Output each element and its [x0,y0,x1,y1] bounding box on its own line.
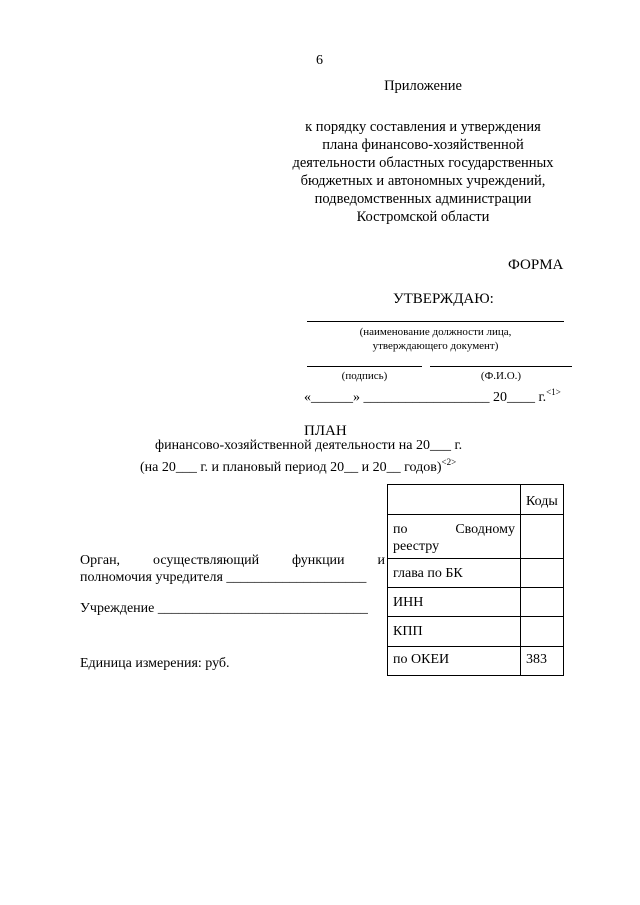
appendix-line: Костромской области [356,209,490,225]
code-value [521,515,564,559]
organ-line-1 [80,552,385,569]
signature-line [307,366,422,367]
plan-period [140,454,456,476]
code-label: ИНН [388,588,521,617]
approval-title: УТВЕРЖДАЮ: [393,291,494,307]
unit-field: Единица измерения: руб. [80,656,230,671]
organ-word: осуществляющий [152,553,260,568]
table-row [388,485,564,515]
code-label: по ОКЕИ [388,647,521,676]
appendix-line: подведомственных администрации [314,191,532,207]
codes-header: Коды [521,485,564,515]
footnote-marker: <1> [546,387,561,397]
code-value [521,617,564,647]
appendix-line: к порядку составления и утверждения [305,119,541,135]
plan-subtitle: финансово-хозяйственной деятельности на 20___ г. [155,438,463,453]
position-caption: утверждающего документ) [372,340,499,352]
appendix-title: Приложение [384,78,462,94]
table-row [388,617,564,647]
page-number: 6 [316,53,323,68]
table-row [388,515,564,559]
code-label: КПП [388,617,521,647]
appendix-line: деятельности областных государственных [292,155,554,171]
table-cell [388,485,521,515]
name-line [430,366,572,367]
approval-date-text: «______» __________________ 20____ г. [304,390,547,405]
approval-date [304,384,561,406]
position-line [307,321,564,322]
code-label-part: Сводному [455,522,515,537]
code-label: глава по БК [388,559,521,588]
table-row [388,588,564,617]
form-label: ФОРМА [508,257,564,273]
plan-title: ПЛАН [304,423,347,439]
plan-period-text: (на 20___ г. и плановый период 20__ и 20__ годов) [140,460,442,475]
table-row [388,559,564,588]
code-value: 383 [521,647,564,676]
code-label [388,515,521,559]
name-caption: (Ф.И.О.) [480,370,522,382]
footnote-marker: <2> [441,457,457,467]
code-value [521,559,564,588]
appendix-line: плана финансово-хозяйственной [322,137,524,153]
institution-field: Учреждение ______________________________ [80,601,368,616]
appendix-line: бюджетных и автономных учреждений, [300,173,546,189]
organ-line-2: полномочия учредителя ____________________ [80,570,367,585]
codes-table [387,484,564,676]
table-row [388,647,564,676]
organ-word: и [377,553,385,568]
organ-word: Орган, [80,553,121,568]
signature-caption: (подпись) [341,370,388,382]
code-label-part: по [393,522,408,537]
code-label-part: реестру [393,539,440,554]
code-value [521,588,564,617]
organ-word: функции [292,553,345,568]
position-caption: (наименование должности лица, [359,326,512,338]
